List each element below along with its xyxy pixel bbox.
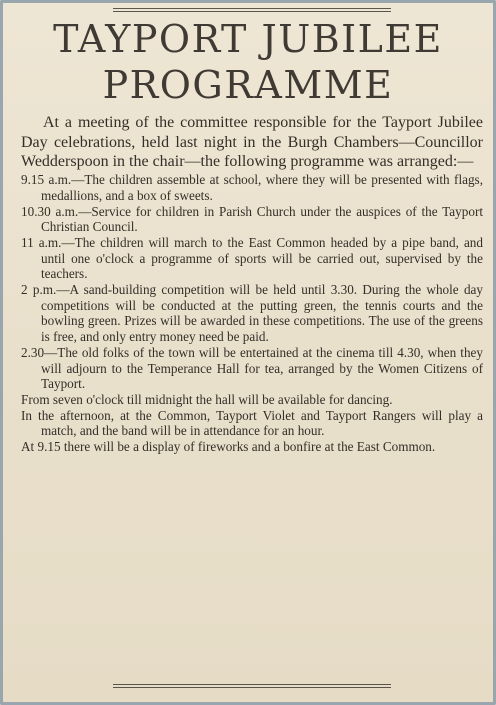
programme-item: From seven o'clock till midnight the hall will be available for dancing. (21, 391, 393, 407)
article-body (21, 113, 483, 455)
programme-item: 9.15 a.m.—The children assemble at school, where they will be presented with flags, medallions, and a box of sweets. (21, 172, 483, 203)
top-rule (113, 8, 391, 12)
programme-item: In the afternoon, at the Common, Tayport Violet and Tayport Rangers will play a match, and the band will be in attendance for an hour. (21, 407, 483, 439)
intro-paragraph: At a meeting of the committee responsible for the Tayport Jubilee Day celebrations, held last night in the Burgh Chambers—Councillor Wedderspoon in the chair—the following programme was arranged:— (21, 114, 483, 171)
headline-line-1: TAYPORT JUBILEE (53, 17, 443, 61)
programme-item: 2.30—The old folks of the town will be entertained at the cinema till 4.30, when they will adjourn to the Temperance Hall for tea, arranged by the Women Citizens of Tayport. (21, 344, 483, 392)
programme-item: 11 a.m.—The children will march to the East Common headed by a pipe band, and until one o'clock a programme of sports will be carried out, supervised by the teachers. (21, 234, 483, 282)
programme-item: 2 p.m.—A sand-building competition will be held until 3.30. During the whole day competitions will be conducted at the putting green, the tennis courts and the bowling green. Prizes will be awarded in these competitions. The use of the greens is free, and only entry money need be paid. (21, 282, 483, 345)
programme-item: 10.30 a.m.—Service for children in Parish Church under the auspices of the Tayport Christian Council. (21, 203, 483, 235)
programme-item: At 9.15 there will be a display of fireworks and a bonfire at the East Common. (21, 439, 436, 455)
headline-line-2: PROGRAMME (102, 63, 394, 107)
bottom-rule (113, 684, 391, 688)
